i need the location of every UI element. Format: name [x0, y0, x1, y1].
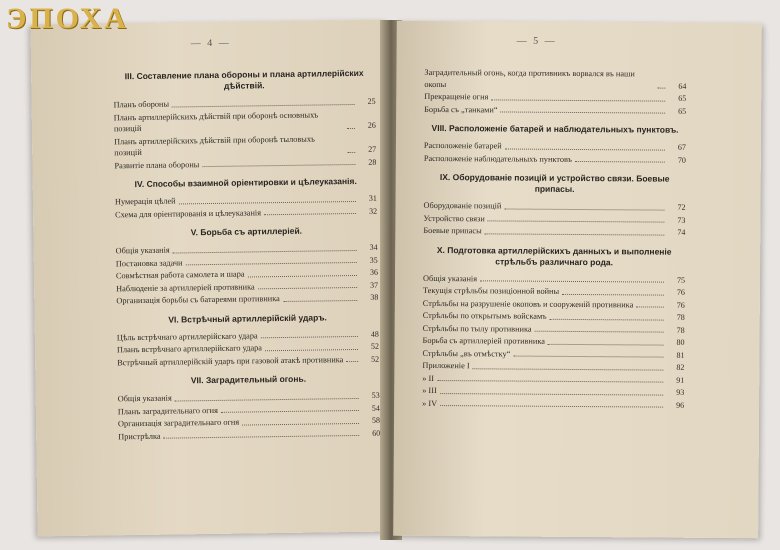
toc-entry-text: Встрѣчный артиллерійскій ударъ при газовой атакѣ противника — [117, 354, 344, 367]
toc-entry-text: Стрѣльбы на разрушеніе окоповъ и сооруженій противника — [422, 298, 634, 309]
toc-page-number: 74 — [677, 227, 686, 237]
toc-entry-text: Планъ заградительнаго огня — [117, 405, 218, 416]
toc-entry-text: Стрѣльбы по открытымъ войскамъ — [422, 310, 547, 321]
dot-leader — [179, 200, 356, 203]
toc-entry — [117, 353, 379, 368]
toc-entry-text: Прекращеніе огня — [424, 91, 489, 102]
section-title: X. Подготовка артиллерійскихъ данныхъ и выполненіе стрѣльбъ различнаго рода. — [436, 244, 672, 267]
dot-leader — [491, 99, 665, 101]
toc-entry-text: Постановка задачи — [115, 257, 183, 268]
dot-leader — [562, 293, 664, 295]
page-number: — 5 — — [516, 35, 557, 47]
toc-page-number: 78 — [676, 325, 685, 335]
toc-page-number: 48 — [370, 329, 379, 339]
section-title: IV. Способы взаимной оріентировки и цѣлеуказанія. — [134, 175, 357, 190]
toc-entry — [422, 385, 684, 398]
toc-entry — [422, 347, 684, 360]
toc-entry — [422, 397, 684, 410]
toc-page-number: 73 — [677, 215, 686, 225]
toc-entry-text: » III — [422, 385, 437, 396]
toc-entry-text: Планъ встрѣчнаго артиллерійскаго удара — [116, 343, 263, 355]
toc-page-number: 36 — [369, 267, 378, 277]
toc-page-number: 65 — [678, 93, 687, 103]
toc-page-number: 28 — [368, 157, 377, 167]
dot-leader — [504, 208, 664, 210]
toc-entry-text: Организація заградительнаго огня — [117, 417, 240, 429]
toc-page-number: 54 — [371, 403, 380, 413]
toc-entry — [116, 292, 378, 307]
dot-leader — [173, 249, 357, 253]
toc-entry-text: Расположеніе наблюдательныхъ пунктовъ — [423, 153, 573, 164]
toc-page-number: 75 — [676, 275, 686, 285]
dot-leader — [636, 306, 664, 307]
toc-entry — [423, 335, 685, 348]
dot-leader — [440, 405, 663, 408]
toc-entry — [422, 372, 684, 385]
toc-page-number: 53 — [371, 390, 380, 400]
toc-page-number: 70 — [677, 155, 686, 165]
toc-entry — [118, 427, 380, 442]
dot-leader — [575, 161, 665, 163]
toc-entry — [424, 140, 686, 153]
toc-entry-text: Общія указанія — [422, 273, 478, 283]
dot-leader — [347, 127, 355, 128]
toc-entry-text: Текущія стрѣльбы позиціонной войны — [422, 285, 560, 296]
toc-entry-text: Планъ артиллерійскихъ дѣйствій при оборонѣ основныхъ позицій — [113, 109, 319, 134]
toc-page-number: 52 — [370, 341, 380, 351]
toc-entry — [424, 152, 686, 165]
right-page — [393, 21, 762, 539]
toc-entry — [424, 103, 686, 116]
right-toc — [422, 67, 686, 412]
toc-entry-text: Стрѣльбы „въ отмѣстку“ — [422, 348, 511, 359]
toc-entry-text: Боевые припасы — [423, 225, 482, 236]
toc-entry-text: Совмѣстная работа самолета и шара — [115, 269, 245, 281]
toc-entry — [423, 297, 685, 310]
toc-page-number: 76 — [676, 287, 685, 297]
toc-page-number: 72 — [677, 202, 686, 212]
toc-page-number: 27 — [368, 144, 377, 154]
dot-leader — [548, 343, 664, 345]
toc-entry-text: Наблюденіе за артиллеріей противника — [116, 281, 255, 293]
section-title: IX. Оборудованіе позицій и устройство связи. Боевые припасы. — [439, 172, 670, 194]
dot-leader — [549, 318, 663, 320]
toc-entry-text: Схема для оріентированія и цѣлеуказанія — [115, 207, 262, 219]
toc-page-number: 38 — [370, 292, 379, 302]
dot-leader — [473, 368, 664, 370]
toc-entry-text: Борьба съ артиллеріей противника — [422, 335, 545, 346]
dot-leader — [283, 299, 357, 301]
dot-leader — [535, 331, 664, 333]
section-title: VI. Встрѣчный артиллерійскій ударъ. — [168, 311, 327, 325]
dot-leader — [346, 361, 358, 362]
dot-leader — [501, 111, 666, 113]
toc-page-number: 31 — [368, 193, 377, 203]
toc-entry-text: Общія указанія — [117, 393, 172, 404]
toc-entry — [422, 360, 684, 373]
toc-page-number: 96 — [676, 400, 685, 410]
dot-leader — [258, 287, 357, 289]
toc-entry-text: Приложеніе I — [422, 360, 470, 371]
toc-page-number: 78 — [676, 312, 685, 322]
toc-entry — [115, 205, 377, 220]
toc-page-number: 67 — [677, 142, 686, 152]
toc-page-number: 26 — [367, 120, 376, 130]
toc-entry-text: Развитіе плана обороны — [114, 159, 200, 170]
toc-page-number: 60 — [372, 428, 381, 438]
toc-entry-text: Цѣль встрѣчнаго артиллерійскаго удара — [116, 330, 258, 342]
toc-entry — [424, 67, 686, 92]
dot-leader — [242, 422, 359, 425]
toc-page-number: 25 — [367, 96, 376, 106]
toc-entry — [423, 310, 685, 323]
dot-leader — [264, 213, 356, 215]
toc-entry-text: Нумерація цѣлей — [114, 196, 176, 207]
toc-entry-text: Стрѣльбы по тылу противника — [422, 323, 532, 334]
dot-leader — [658, 88, 666, 89]
watermark-logo: ЭПОХА — [6, 2, 130, 35]
toc-entry — [114, 108, 376, 135]
dot-leader — [202, 164, 355, 167]
toc-entry — [424, 91, 686, 104]
dot-leader — [221, 410, 359, 413]
toc-entry-text: » IV — [422, 398, 438, 408]
toc-entry-text: Организація борьбы съ батареями противника — [116, 294, 280, 306]
toc-page-number: 37 — [370, 280, 379, 290]
toc-entry — [114, 156, 376, 171]
section-title: VII. Заградительный огонь. — [190, 373, 307, 386]
toc-entry-text: Планъ обороны — [113, 99, 170, 110]
page-number: — 4 — — [190, 37, 231, 50]
toc-page-number: 91 — [676, 375, 685, 385]
dot-leader — [513, 356, 663, 358]
toc-entry-text: Оборудованіе позицій — [423, 200, 502, 211]
toc-page-number: 32 — [369, 206, 378, 216]
toc-page-number: 81 — [676, 350, 685, 360]
toc-page-number: 58 — [371, 415, 381, 425]
toc-entry — [423, 285, 685, 298]
toc-entry-text: Борьба съ „танками“ — [424, 104, 498, 114]
toc-page-number: 82 — [676, 362, 685, 372]
dot-leader — [164, 435, 360, 439]
toc-entry — [423, 200, 685, 213]
toc-page-number: 64 — [678, 81, 687, 91]
dot-leader — [186, 262, 357, 265]
toc-page-number: 34 — [369, 242, 378, 252]
toc-entry-text: » II — [422, 373, 435, 383]
toc-entry — [423, 212, 685, 225]
dot-leader — [261, 336, 358, 338]
toc-page-number: 80 — [676, 337, 685, 347]
toc-entry-text: Планъ артиллерійскихъ дѣйствій при оборонѣ тыловыхъ позицій — [114, 134, 316, 158]
toc-page-number: 35 — [369, 255, 378, 265]
dot-leader — [172, 103, 355, 107]
dot-leader — [440, 393, 663, 396]
toc-entry — [423, 225, 685, 238]
dot-leader — [505, 148, 665, 150]
dot-leader — [488, 220, 665, 222]
toc-entry — [423, 322, 685, 335]
toc-page-number: 52 — [371, 354, 380, 364]
toc-entry-text: Заградительный огонь, когда противникъ ворвался въ наши окопы — [424, 67, 635, 89]
left-page — [30, 20, 392, 537]
dot-leader — [485, 233, 665, 235]
toc-entry-text: Пристрѣлка — [118, 431, 161, 441]
dot-leader — [175, 397, 359, 401]
dot-leader — [248, 274, 357, 277]
dot-leader — [437, 380, 663, 383]
section-title: VIII. Расположеніе батарей и наблюдательныхъ пунктовъ. — [431, 122, 679, 135]
toc-page-number: 93 — [676, 387, 685, 397]
toc-entry — [423, 272, 685, 285]
section-title: V. Борьба съ артиллеріей. — [190, 225, 303, 238]
left-toc — [113, 60, 380, 444]
toc-entry — [114, 132, 376, 159]
dot-leader — [480, 280, 664, 282]
toc-page-number: 76 — [676, 300, 685, 310]
dot-leader — [347, 151, 355, 152]
dot-leader — [265, 348, 358, 350]
section-title: III. Составление плана обороны и плана артиллерійских дѣйствій. — [124, 67, 364, 91]
toc-page-number: 65 — [678, 106, 687, 116]
toc-entry-text: Устройство связи — [423, 213, 485, 223]
toc-entry-text: Расположеніе батарей — [423, 140, 502, 151]
toc-entry-text: Общія указанія — [115, 245, 170, 256]
